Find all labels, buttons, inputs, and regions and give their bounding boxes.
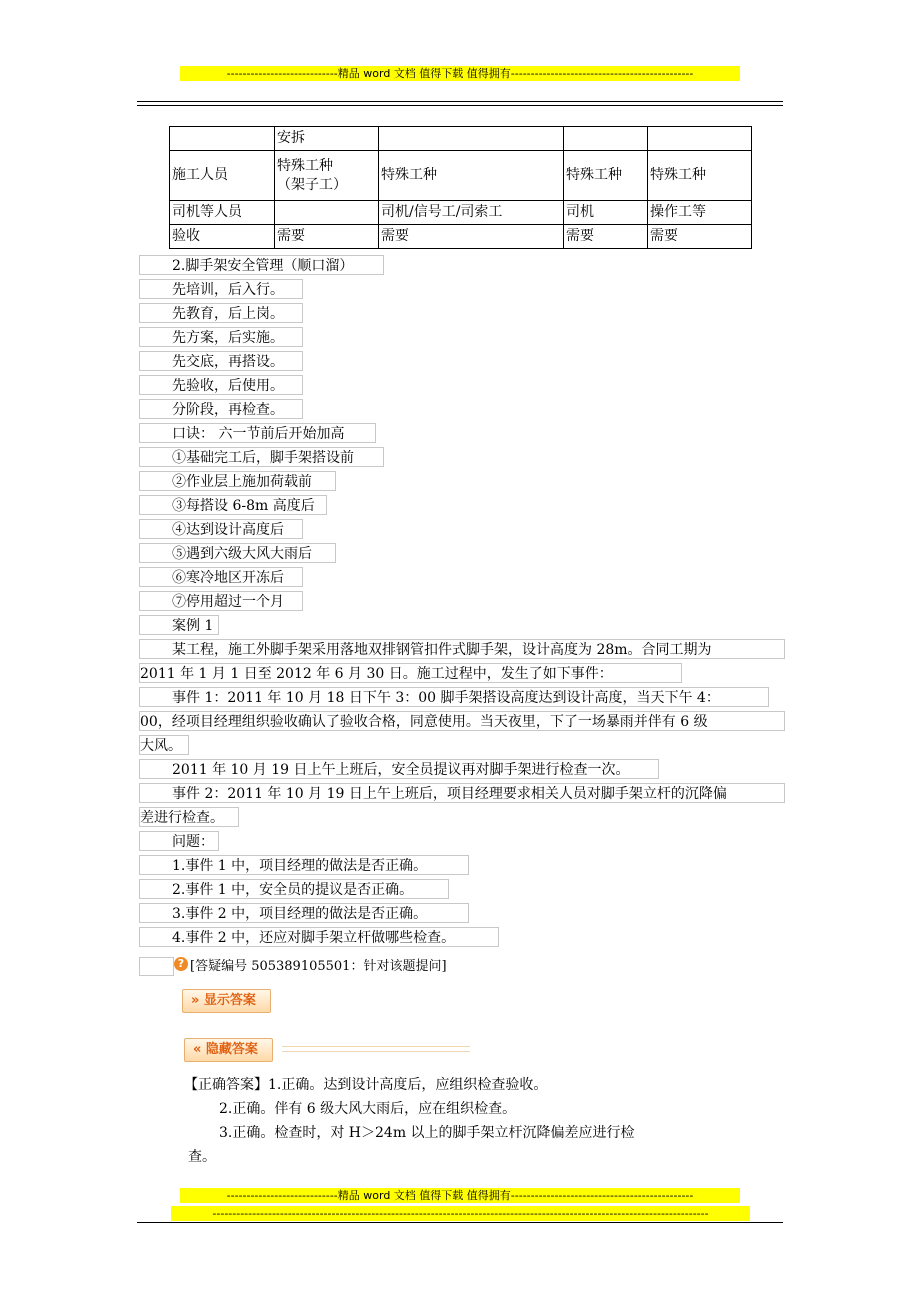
table-cell: 特殊工种 bbox=[564, 151, 648, 201]
header-rule bbox=[137, 101, 783, 102]
answer-line: 查。 bbox=[188, 1149, 216, 1165]
case-paragraph: 事件 2：2011 年 10 月 19 日上午上班后，项目经理要求相关人员对脚手架立杆的沉降偏 bbox=[139, 783, 785, 803]
list-item: 口诀： 六一节前后开始加高 bbox=[139, 423, 376, 443]
case-paragraph: 00，经项目经理组织验收确认了验收合格，同意使用。当天夜里，下了一场暴雨并伴有 6 级 bbox=[139, 711, 785, 731]
table-cell: 施工人员 bbox=[170, 151, 275, 201]
question-item: 1.事件 1 中，项目经理的做法是否正确。 bbox=[139, 855, 469, 875]
question-item: 4.事件 2 中，还应对脚手架立杆做哪些检查。 bbox=[139, 927, 499, 947]
header-banner: ----------------------------精品 word 文档 值得下载 值得拥有---------------------------------------------- bbox=[180, 66, 740, 81]
case-paragraph: 差进行检查。 bbox=[139, 807, 239, 827]
header-rule-2 bbox=[137, 105, 783, 106]
table-cell: 操作工等 bbox=[648, 201, 752, 225]
list-item: ⑦停用超过一个月 bbox=[139, 591, 303, 611]
table-cell: 验收 bbox=[170, 225, 275, 249]
list-item: ①基础完工后，脚手架搭设前 bbox=[139, 447, 384, 467]
table-cell: 司机等人员 bbox=[170, 201, 275, 225]
case-paragraph: 某工程，施工外脚手架采用落地双排钢管扣件式脚手架，设计高度为 28m。合同工期为 bbox=[139, 639, 785, 659]
table-cell: 司机 bbox=[564, 201, 648, 225]
table-cell: 需要 bbox=[379, 225, 564, 249]
footer-rule bbox=[137, 1222, 783, 1223]
list-item: ⑤遇到六级大风大雨后 bbox=[139, 543, 336, 563]
answer-line: 【正确答案】1.正确。达到设计高度后，应组织检查验收。 bbox=[184, 1077, 548, 1093]
list-item: 分阶段，再检查。 bbox=[139, 399, 303, 419]
table-cell bbox=[648, 127, 752, 151]
answer-line: 3.正确。检查时，对 H＞24m 以上的脚手架立杆沉降偏差应进行检 bbox=[219, 1125, 635, 1141]
show-answer-button[interactable]: » 显示答案 bbox=[182, 989, 271, 1013]
case-paragraph: 大风。 bbox=[139, 735, 189, 755]
blank-box bbox=[139, 957, 174, 976]
question-item: 3.事件 2 中，项目经理的做法是否正确。 bbox=[139, 903, 469, 923]
table-cell: 需要 bbox=[275, 225, 379, 249]
question-ref-link[interactable]: [答疑编号 505389105501：针对该题提问] bbox=[190, 959, 447, 974]
table-cell: 司机/信号工/司索工 bbox=[379, 201, 564, 225]
list-item: ③每搭设 6-8m 高度后 bbox=[139, 495, 327, 515]
list-item: 先培训，后入行。 bbox=[139, 279, 303, 299]
list-item: ⑥寒冷地区开冻后 bbox=[139, 567, 303, 587]
personnel-table bbox=[169, 126, 752, 249]
list-item: 先验收，后使用。 bbox=[139, 375, 303, 395]
question-icon[interactable]: ? bbox=[174, 957, 188, 971]
questions-title: 问题： bbox=[139, 831, 219, 851]
case-paragraph: 2011 年 1 月 1 日至 2012 年 6 月 30 日。施工过程中，发生了如下事件： bbox=[139, 663, 682, 683]
answer-line: 2.正确。伴有 6 级大风大雨后，应在组织检查。 bbox=[219, 1101, 517, 1117]
table-cell: 特殊工种 （架子工） bbox=[275, 151, 379, 201]
table-cell: 需要 bbox=[564, 225, 648, 249]
table-cell bbox=[379, 127, 564, 151]
table-cell: 特殊工种 bbox=[648, 151, 752, 201]
answer-divider bbox=[282, 1046, 470, 1052]
table-cell bbox=[564, 127, 648, 151]
list-item: ②作业层上施加荷载前 bbox=[139, 471, 336, 491]
table-cell: 安拆 bbox=[275, 127, 379, 151]
section-heading: 2.脚手架安全管理（顺口溜） bbox=[139, 255, 384, 275]
table-cell: 需要 bbox=[648, 225, 752, 249]
footer-banner-2: ----------------------------------------------------------------------------------------------------------------------------- bbox=[171, 1206, 750, 1221]
table-cell bbox=[275, 201, 379, 225]
case-paragraph: 2011 年 10 月 19 日上午上班后，安全员提议再对脚手架进行检查一次。 bbox=[139, 759, 659, 779]
list-item: ④达到设计高度后 bbox=[139, 519, 303, 539]
list-item: 先交底，再搭设。 bbox=[139, 351, 303, 371]
table-cell: 特殊工种 bbox=[379, 151, 564, 201]
table-cell bbox=[170, 127, 275, 151]
question-item: 2.事件 1 中，安全员的提议是否正确。 bbox=[139, 879, 449, 899]
hide-answer-button[interactable]: « 隐藏答案 bbox=[184, 1038, 273, 1062]
list-item: 先教育，后上岗。 bbox=[139, 303, 303, 323]
list-item: 先方案，后实施。 bbox=[139, 327, 303, 347]
case-title: 案例 1 bbox=[139, 615, 219, 635]
case-paragraph: 事件 1：2011 年 10 月 18 日下午 3：00 脚手架搭设高度达到设计高度，当天下午 4： bbox=[139, 687, 769, 707]
footer-banner: ----------------------------精品 word 文档 值得下载 值得拥有---------------------------------------------- bbox=[180, 1188, 740, 1203]
